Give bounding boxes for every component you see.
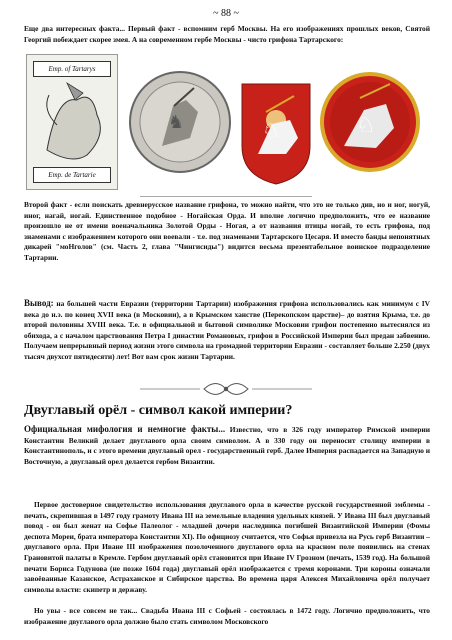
moscow-arms-image xyxy=(238,54,314,190)
mythology-lead: Официальная мифология и немногие факты... xyxy=(24,424,226,434)
banner-bottom: Emp. de Tartarie xyxy=(33,167,111,183)
mythology-paragraph xyxy=(24,424,430,467)
seal-image xyxy=(128,54,232,190)
page-number: ~ 88 ~ xyxy=(213,8,239,19)
second-fact-paragraph: Второй факт - если поискать древнерусское название грифона, то можно найти, что это не только див, но и ног, ногуй, иног, нагай, ногай. Единственное подобное - Ногайская Орда. И вполне логично предположить, что ее название произошло не от имени военачальника Золотой Орды - Ногая, а от названия птицы ногай, то есть грифона, под знаменами с изображением которого они воевали - т.е. под знаменами Тартарского Цесаря. И вместо банды непонятных дикарей "моНголов" (см. Часть 2, глава "Чингисиды") видится весьма презентабельное воинское подразделение Тартарии. xyxy=(24,200,430,262)
ornament-divider xyxy=(140,378,312,400)
mythology-text: Известно, что в 326 году император Римской империи Константин Великий делает двуглавого орла своим символом. А в 330 году он переносит столицу империи в Константинополь, и с этого времени двуглавый орел - государственный герб. Далее Империя распадается на Западную и Восточную, а двуглавый орел делается гербом Византии. xyxy=(24,425,430,466)
conclusion-lead: Вывод: xyxy=(24,298,54,308)
wedding-paragraph: Но увы - все совсем не так... Свадьба Ивана III с Софьей - состоялась в 1472 году. Логично предположить, что изображение двуглавого орла должно было стать символом Московского xyxy=(24,606,430,626)
evidence-paragraph: Первое достоверное свидетельство использования двуглавого орла в качестве русской государственной эмблемы - печать, скрепившая в 1497 году грамоту Ивана III на земельные владения удельных князей. У Ивана III был двуглавый повод - он был женат на Софье Палеолог - младшей дочери наследника погибшей Византийской Империи (Фомы деспота Мореи, брата императора Константин XI). По официозу считается, что Софья привезла на Русь герб Византии – двуглавого орла. При Иване III изображения позолоченного двуглавого орла на красном поле появились на стенах Грановитой палаты в Кремле. Гербом двуглавый орёл становится при Иване IV Грозном (печать, 1539 год). На большой печати Бориса Годунова (не позже 1604 года) двуглавый орёл изображается с тремя коронами. Три короны означали завоёванные Казанское, Астраханское и Сибирское царства. Во времена царя Алексея Михайловича орёл получает символы власти: скипетр и державу. xyxy=(24,500,430,594)
horse-icon: ♘ xyxy=(356,112,376,137)
engraving-image xyxy=(26,54,118,190)
divider xyxy=(140,196,312,197)
saint-george-icon: ♘ xyxy=(262,120,280,142)
conclusion-text: на большей части Евразии (территории Тартарии) изображения грифона использовались как минимум с IV века до н.э. по конец XVII века (в Московии), а в Крымском ханстве (Перекопском царстве)– до взятия Крыма, т.е. до второй половины XVIII века. Т.е. в официальной и бытовой символике Московии грифон постепенно вытеснялся из обихода, а с началом царствования Петра I династии Романовых, грифон в Российской Империи был предан забвению. Получаем непрерывный период жизни этого символа на громадной территории Евразии - составляет больше 2.250 (двух тысяч двухсот пятидесяти) лет! Вот вам срок жизни Тартарии. xyxy=(24,299,430,361)
intro-paragraph: Еще два интересных факта... Первый факт - вспомним герб Москвы. На его изображениях прошлых веков, Святой Георгий побеждает скорее змея. А на современном гербе Москвы - чисто грифона Тартарского: xyxy=(24,24,430,44)
banner-top: Emp. of Tartarys xyxy=(33,61,111,77)
section-title: Двуглавый орёл - символ какой империи? xyxy=(24,403,293,418)
roundel-image xyxy=(320,54,420,190)
conclusion-paragraph xyxy=(24,298,430,363)
rider-icon: ♞ xyxy=(168,112,185,132)
